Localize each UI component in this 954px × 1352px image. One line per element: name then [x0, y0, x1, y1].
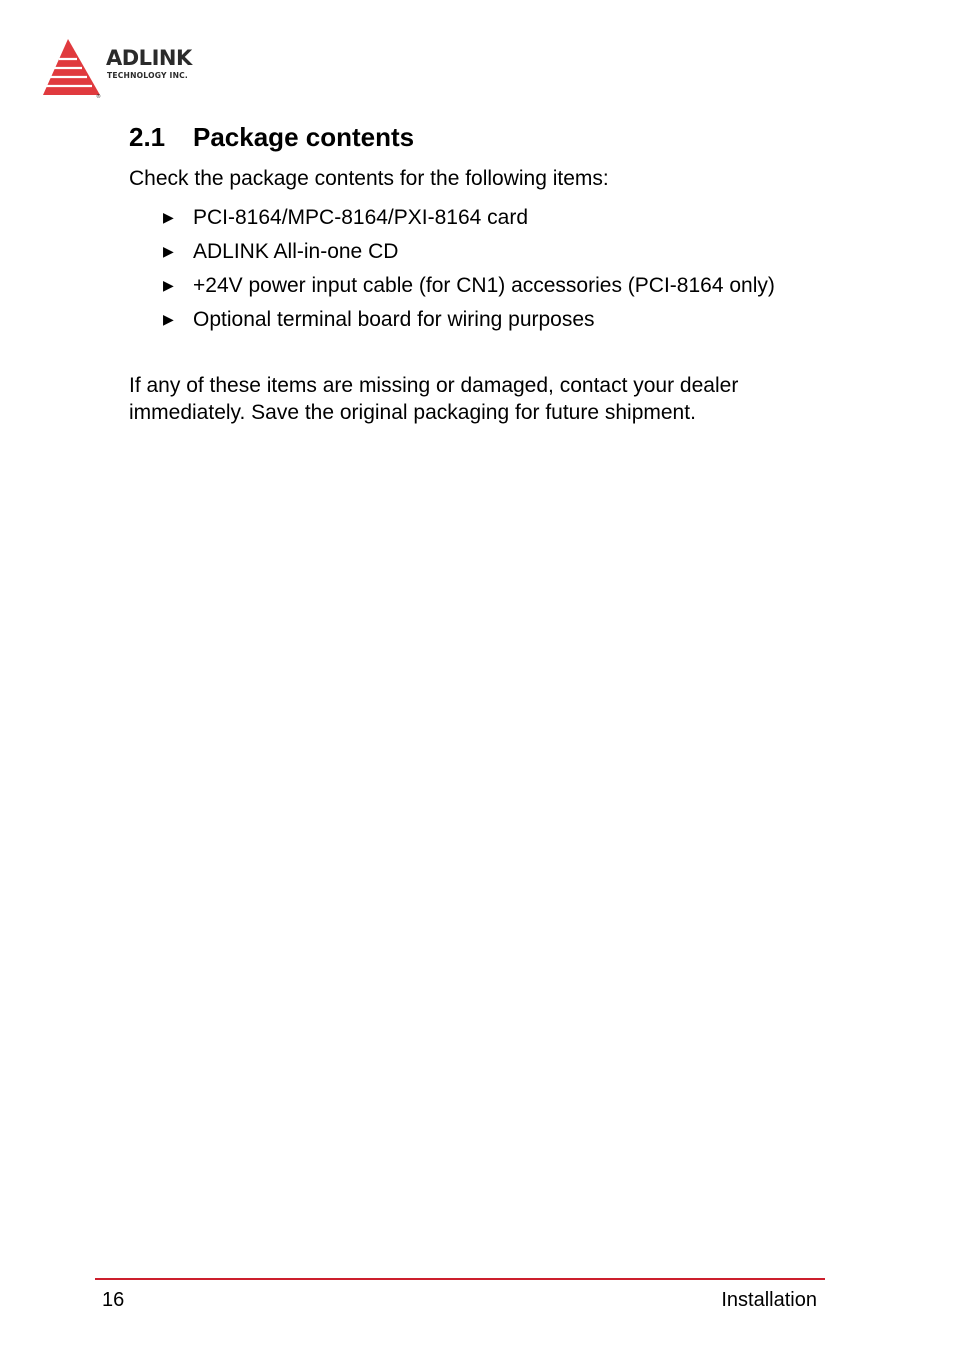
- intro-text: Check the package contents for the following items:: [129, 167, 609, 190]
- bullet-arrow-icon: ▶: [163, 243, 174, 259]
- list-item: [163, 238, 803, 265]
- list-item-text: PCI-8164/MPC-8164/PXI-8164 card: [193, 206, 529, 229]
- page-number: 16: [102, 1289, 125, 1311]
- closing-text: If any of these items are missing or damaged, contact your dealer immediately. Save the original packaging for future shipment.: [129, 374, 739, 424]
- list-item-text: Optional terminal board for wiring purposes: [193, 308, 595, 331]
- brand-name: ADLINK: [106, 46, 192, 70]
- package-item-list: [163, 204, 803, 340]
- list-item: [163, 272, 803, 299]
- bullet-arrow-icon: ▶: [163, 209, 174, 225]
- section-number: 2.1: [129, 122, 166, 152]
- footer-divider: [95, 1278, 825, 1280]
- registered-mark: ®: [96, 94, 101, 100]
- adlink-triangle-icon: [40, 36, 104, 100]
- chapter-name: Installation: [721, 1289, 817, 1311]
- bullet-arrow-icon: ▶: [163, 311, 174, 327]
- brand-subtitle: TECHNOLOGY INC.: [107, 71, 188, 80]
- list-item: [163, 306, 803, 333]
- section-heading: [129, 121, 414, 153]
- adlink-logo: [40, 36, 240, 100]
- list-item: [163, 204, 803, 231]
- list-item-text: +24V power input cable (for CN1) accessories (PCI-8164 only): [193, 274, 775, 297]
- section-title: Package contents: [193, 122, 415, 152]
- list-item-text: ADLINK All-in-one CD: [193, 240, 399, 263]
- bullet-arrow-icon: ▶: [163, 277, 174, 293]
